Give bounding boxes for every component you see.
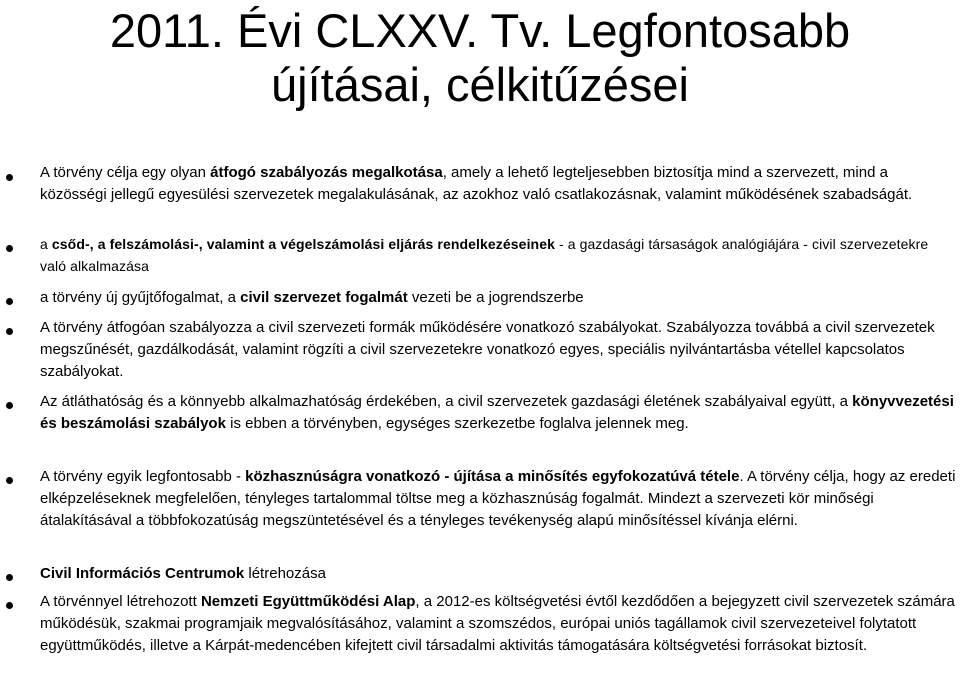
bullet-text — [40, 591, 956, 657]
bullet-text-run: A törvény egyik legfontosabb - — [40, 468, 246, 485]
bullet-text — [40, 391, 956, 435]
bullet-dot-icon — [6, 298, 13, 305]
bullet-text — [40, 563, 956, 585]
bullet-text-run: , a 2012-es költségvetési évtől kezdődően a bejegyzett civil szervezetek számára működésük, szakmai programjaik megvalósításához, valamint a szomszédos, európai uniós tagállamok civil szervezeteivel folytatott együttműködés, illetve a Kárpát-medencében kifejtett civil társadalmi aktivitás támogatására költségvetési forrásokat biztosít. — [40, 593, 955, 654]
bullet-text-run: A törvény átfogóan szabályozza a civil szervezeti formák működésére vonatkozó szabályokat. Szabályozza továbbá a civil szervezetek megszűnését, gazdálkodását, valamint rögzíti a civil szervezetekre vonatkozó egyes, speciális nyilvántartásba vétellel kapcsolatos szabályokat. — [40, 319, 935, 380]
bullet-dot-icon — [6, 477, 13, 484]
bullet-text — [40, 466, 956, 532]
bullet-text-run: Az átláthatóság és a könnyebb alkalmazhatóság érdekében, a civil szervezetek gazdasági életének szabályaival együtt, a — [40, 393, 853, 410]
bullet-text-run: - a gazdasági társaságok analógiájára - civil szervezetekre való alkalmazása — [40, 236, 929, 274]
bullet-bold-run: Civil Információs Centrumok — [40, 565, 245, 582]
bullet-bold-run: könyvvezetési és beszámolási szabályok — [40, 393, 954, 432]
bullet-text — [40, 162, 956, 206]
bullet-text — [40, 317, 956, 383]
bullet-text-run: A törvénnyel létrehozott — [40, 593, 201, 610]
bullet-bold-run: civil szervezet fogalmát — [240, 289, 408, 306]
bullet-text-run: a — [40, 236, 52, 252]
bullet-text-run: A törvény célja egy olyan — [40, 164, 211, 181]
bullet-text — [40, 287, 956, 309]
bullet-dot-icon — [6, 328, 13, 335]
bullet-text-run: . A törvény célja, hogy az eredeti elképzeléseknek megfelelően, tényleges tartalommal töltse meg a közhasznúság fogalmát. Mindezt a szervezeti kör minőségi átalakításával a többfokozatúság megszüntetésével és a tényleges tevékenység alapú minősítéssel kívánja elérni. — [40, 468, 956, 529]
bullet-dot-icon — [6, 245, 13, 252]
bullet-dot-icon — [6, 574, 13, 581]
bullet-text-run: , amely a lehető legteljesebben biztosítja mind a szervezett, mind a közösségi jellegű egyesülési szervezetek megalakulásának, az azokhoz való csatlakozásnak, valamint működésének szabadságát. — [40, 164, 913, 203]
title-line-1: 2011. Évi CLXXV. Tv. Legfontosabb — [109, 4, 851, 57]
title-line-2: újításai, célkitűzései — [271, 58, 689, 111]
bullet-dot-icon — [6, 602, 13, 609]
bullet-text-run: vezeti be a jogrendszerbe — [407, 289, 584, 306]
slide-title — [0, 4, 960, 112]
bullet-bold-run: átfogó szabályozás megalkotása — [210, 164, 443, 181]
bullet-dot-icon — [6, 402, 13, 409]
bullet-dot-icon — [6, 174, 13, 181]
bullet-bold-run: közhasznúságra vonatkozó - újítása a minősítés egyfokozatúvá tétele — [245, 468, 740, 485]
bullet-text — [40, 234, 956, 277]
bullet-bold-run: csőd-, a felszámolási-, valamint a végelszámolási eljárás rendelkezéseinek — [51, 236, 555, 252]
bullet-text-run: létrehozása — [244, 565, 326, 582]
bullet-text-run: a törvény új gyűjtőfogalmat, a — [40, 289, 241, 306]
bullet-text-run: is ebben a törvényben, egységes szerkezetbe foglalva jelennek meg. — [225, 415, 689, 432]
bullet-bold-run: Nemzeti Együttműködési Alap — [200, 593, 416, 610]
